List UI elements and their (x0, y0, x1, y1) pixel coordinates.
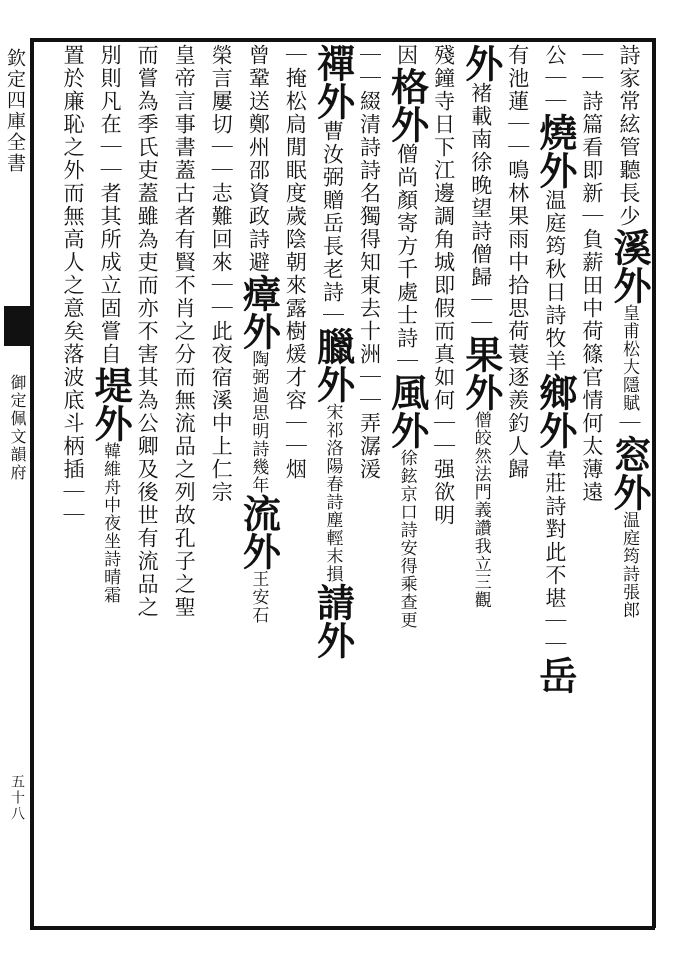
library-title: 欽定四庫全書 (4, 48, 26, 174)
column-text: 即假而真如何｜｜强欲明 (431, 274, 456, 527)
citation-text: 僧皎然法門義讚我立三觀 (470, 411, 491, 609)
column-text: 上仁宗 (209, 435, 234, 504)
column-text: ｜｜鳴林果雨中拾 (505, 113, 530, 297)
column-text: 因 (394, 44, 419, 67)
headword: 外 (458, 44, 504, 82)
citation-text: 温庭筠詩張郎 (618, 511, 639, 619)
text-body (61, 44, 652, 926)
column-text: 僧尚顏寄方千處士詩｜ (394, 143, 419, 373)
text-column (284, 44, 306, 926)
column-text: 曾鞏送鄭州邵資政詩避 (246, 44, 271, 274)
text-column (62, 44, 84, 926)
column-text: 東去十洲｜｜弄潺湲 (357, 274, 382, 481)
column-text: 韋莊詩對此不堪｜｜ (542, 449, 567, 656)
text-column (433, 44, 455, 926)
text-column (173, 44, 195, 926)
headword: 瘴外 (236, 274, 282, 350)
headword: 請外 (310, 583, 356, 659)
headword: 岳 (532, 656, 578, 694)
column-text: ｜掩松扃閒眠度歲陰 (283, 44, 308, 251)
citation-text: 王安石 (248, 570, 269, 624)
column-text: 置於廉恥之外而無高人之意矣 (61, 44, 85, 343)
column-text: 皇帝言事書蓋古者有賢不肖之分而無流品之列故孔子之聖 (172, 44, 197, 619)
citation-text: 韓維舟中夜坐詩晴霜 (100, 442, 121, 604)
column-text: 詩家常絃管聽長少 (616, 44, 641, 228)
text-column (210, 44, 232, 926)
headword: 風外 (384, 373, 430, 449)
headword: 格外 (384, 67, 430, 143)
text-column (136, 44, 158, 926)
column-text: ｜ (616, 412, 641, 435)
column-text: 褚載南徐晚望詩僧歸｜｜ (468, 82, 493, 335)
column-text: 別則凡在｜｜者其所成立固嘗自 (98, 44, 123, 366)
headword: 溪外 (606, 228, 652, 304)
column-text: 而嘗為季氏吏蓋雖為吏而亦不害其為公卿及後世有流品之 (135, 44, 160, 619)
column-text: ｜｜詩篇看即新 (579, 44, 604, 205)
column-text: 公｜｜ (542, 44, 567, 113)
headword: 臘外 (310, 327, 356, 403)
text-column (507, 44, 529, 926)
text-column (458, 44, 504, 926)
headword: 禪外 (310, 44, 356, 120)
headword: 鄉外 (532, 373, 578, 449)
right-border (652, 38, 656, 928)
column-text: 官情何太薄遠 (579, 366, 604, 504)
headword: 流外 (236, 494, 282, 570)
column-text: 來｜｜此夜宿溪中 (209, 251, 234, 435)
headword: 果外 (458, 335, 504, 411)
text-column (88, 44, 134, 926)
column-text: 思荷蓑逐羨釣人歸 (505, 297, 530, 481)
text-column (236, 44, 282, 926)
citation-text: 宋祁洛陽春詩塵輕末損 (322, 403, 343, 583)
headword: 堤外 (88, 366, 134, 442)
text-column (384, 44, 430, 926)
headword: 燒外 (532, 113, 578, 189)
book-title: 御定佩文韻府 (8, 374, 27, 482)
fishtail-mark (4, 306, 30, 346)
column-text: 温庭筠秋日詩牧羊 (542, 189, 567, 373)
column-text: 落波底斗柄插｜｜ (61, 343, 85, 527)
left-border (30, 38, 34, 928)
column-text: ｜負薪田中荷篠 (579, 205, 604, 366)
text-column (310, 44, 356, 926)
citation-text: 皇甫松大隱賦 (618, 304, 639, 412)
column-text: 榮言屢切｜｜志難回 (209, 44, 234, 251)
citation-text: 陶弼過思明詩幾年 (248, 350, 269, 494)
text-column (359, 44, 381, 926)
column-text: ｜｜綴清詩詩名獨得知 (357, 44, 382, 274)
column-text: 殘鐘寺日下江邊調角城 (431, 44, 456, 274)
column-text: 有池蓮 (505, 44, 530, 113)
margin-strip (4, 44, 28, 924)
column-text: 朝來露樹煖才容｜｜烟 (283, 251, 308, 481)
folio-number: 五十八 (9, 774, 25, 822)
text-column (581, 44, 603, 926)
top-border (30, 38, 655, 42)
bottom-border (30, 926, 655, 930)
headword: 窓外 (606, 435, 652, 511)
citation-text: 徐鉉京口詩安得乘查更 (396, 449, 417, 629)
text-column (606, 44, 652, 926)
text-column (532, 44, 578, 926)
column-text: 曹汝弼贈岳長老詩｜ (320, 120, 345, 327)
